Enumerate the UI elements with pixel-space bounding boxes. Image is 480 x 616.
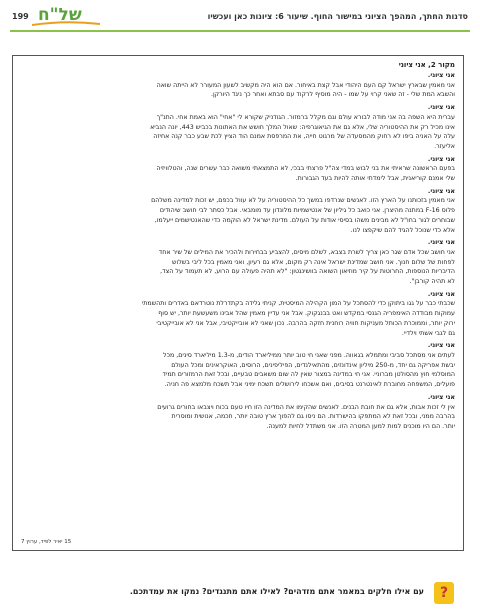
paragraph-line: לפחות של שלום חנוך. אני חושב שמדינת ישראל אינה רק מקום, אלא גם רעיון, ואני מאמין בכל ליבי בשלוש — [172, 258, 455, 266]
paragraph-line: יבשת אפריקה גם יחד, מ-250 מיליון אינדונזים, מהתאילנדים, הפיליפינים, הרוסים, האוקראינים ומכל העולם — [171, 361, 455, 369]
source-content — [21, 60, 455, 546]
logo-swoosh-icon — [30, 21, 102, 27]
paragraph-speaker: אני ציוני. — [427, 186, 455, 195]
page-number: 199 — [12, 12, 29, 21]
source-box — [12, 55, 464, 551]
paragraph-line: אלא כדי שנוכל להגיד להם שיקפצו לנו. — [350, 226, 455, 234]
page-header — [0, 0, 480, 34]
paragraph-line: אני מאמין בזכותנו על הארץ הזו. לאנשים שנרדפו במשך כל ההיסטוריה על לא עוול בכפם, יש זכות למדינה משלהם — [151, 197, 455, 205]
question-mark-icon: ? — [434, 582, 454, 604]
paragraph-line: אני חושב שכל אדם שגר כאן צריך לשרת בצבא, לשלם מיסים, להצביע בבחירות ולהכיר את המילים של שיר אחד — [158, 248, 455, 256]
paragraph-line: שבוחרים לגור בחו"ל לא מבינים משהו בסיסי אודות על העולם. מדינת ישראל לא הוקמה כדי שהאנטישמים ייעלמו, — [154, 216, 455, 224]
paragraph-line: שכבתי כבר על גגו ביתוקן כדי להסתכל על המון הקהילה המיסטית, קניתי גלידה בקתדרלת נוטרדאם באדרים ותהשמתי — [141, 300, 455, 308]
paragraph-line: בהרבה ממני, ובכל זאת לא המתפקו בהישרדות. הם ניסו גם להפוך ארץ טובה יותר, חכמה, אנושית ומוסרית — [171, 413, 455, 421]
paragraph-speaker: אני ציוני. — [427, 289, 455, 298]
paragraph-line: פלוס F-16 במתנה מהיצרן. אני כואב כל גיליון של אנטישמיות מלונדון עד מומבאי. אבל כסתר לבי חושב שיהודים — [159, 207, 455, 215]
paragraph-line: לעתים אני מסתכל סביבי ומתמלא בגאווה. מפני שאני חי טוב יותר ממיליארד הודים, מ-1.3 מיליארד סינים, מכל — [163, 351, 455, 359]
paragraph-speaker: אני ציוני. — [427, 71, 455, 79]
logo-text: של"ח — [38, 5, 82, 25]
paragraph-line: הדיבריות הנוספות, החרוטות על קיר מוזיאון השואה בוושינגטון: "לא תהיה פעולה עם הרוע, לא תעמוד על הצד, — [160, 268, 455, 276]
source-attribution — [21, 539, 71, 545]
section-title: מקור 2, אני ציוני — [398, 61, 455, 69]
paragraph-line: אינו מכיל רק את ההיסטוריה שלי, אלא גם את הגיאוגרפיה: שאול המלך חושש את האתונות בכביש 443, יונה הנביא — [150, 123, 455, 131]
paragraph-line: פועלים, המשפחה מחוברת לאינטרנט בסיבים, ואם אשכחו לירושלים תשכח ימיני אבל תשכח מלמצא פה חניה. — [164, 381, 455, 389]
paragraph-line: עלה על האניה ביפו לא רחוק מהמסעדה של מרגוט חייה, את המרפסת אמנם הוד הציץ לכת שבע כבר קנה אחיזה — [153, 133, 455, 141]
paragraph-speaker: אני ציוני. — [427, 238, 455, 247]
paragraph-line: אין לי זכות אבות, אלא גם את חובת הבנים. לאנשים שהקימו את המדינה הזו חיו טעם בכוח ויצבאו בחורים גרועים — [157, 403, 455, 411]
series-title: סדנות החתך, המהפך הציוני במישור החוף. שיעור 6: ציונות כאן ועכשיו — [207, 12, 468, 21]
question-text: עם אילו חלקים במאמר אתם מזדהים? לאילו אתם מתנגדים? נמקו את עמדתכם. — [129, 587, 424, 596]
paragraphs — [21, 71, 455, 435]
paragraph-line: אני מאמין שבארץ ישראל קם העם היהודי אבל קצת באיחור. אם הוא היה מקשיב לשעון המעורר לא הייתה שואה — [156, 81, 455, 89]
paragraph-line: המוסלמי חוץ מהסולטן מברוניי. אני חי במדינה במצור שאין לה שום משאבים טבעיים, ובכל זאת הרמזורים תמיד — [162, 371, 455, 379]
paragraph-speaker: אני ציוני. — [427, 341, 455, 350]
paragraph-line: ירוק יותר, וממוכרת הכותל מעניקות חוויה רוחנית חזקה בהרבה. נכון שאני לא אובייקטיבי, אבל אני לא אובייקטיבי — [156, 319, 455, 327]
paragraph-line: גם לגבי אשתי וילדיי. — [401, 329, 455, 337]
paragraph-line: לא תהיה קורבן". — [409, 278, 455, 286]
paragraph-line: אליעזר. — [434, 142, 455, 150]
paragraph-line: שלי אמנם קוריאנית, אבל לימדתי אותה להיות בעד הגבורות. — [295, 175, 455, 183]
source-text: יאיר לפיד, ערוץ 7 — [21, 539, 63, 545]
footnote-marker: 15 — [64, 539, 72, 545]
header-rule — [10, 30, 470, 32]
paragraph-line: והשבא המת שלי - זה שאני קרוי על שמו - היה מוסיף לרקוד עם סבתא ואחר כך ניגד היורקן. — [210, 91, 455, 99]
paragraph-speaker: אני ציוני. — [427, 392, 455, 401]
shelach-logo — [30, 3, 104, 29]
paragraph-line: יותר. הם היו מוכנים למות למען המטרה הזו. אני משתדל לחיות למענה. — [266, 422, 455, 430]
paragraph-speaker: אני ציוני. — [427, 154, 455, 163]
paragraph-line: עמוקות מבודדה האימפריה הגנסי במקדש ואט בבנגקוק. אבל אני עדיין מאמין שהל אבינו משעשעת יותר, יש סוף — [158, 310, 455, 318]
question-bar — [12, 582, 464, 604]
paragraph-line: עברית היא השפה בה אני מודה לבורא עולם וגם מקלל ברמזור. הגודניק שקורא לי "אחי" הוא באמת אחי. התנ"ך — [156, 113, 455, 121]
paragraph-speaker: אני ציוני. — [427, 103, 455, 112]
paragraph-line: בפעם הראשונה שראיתי את בני לבוש במדי צה"ל פרצתי בבכי, לא התמצאתי משואה כבר עשרים שנה, והטלוויזיה — [156, 165, 455, 173]
paragraph-gap — [21, 432, 455, 435]
